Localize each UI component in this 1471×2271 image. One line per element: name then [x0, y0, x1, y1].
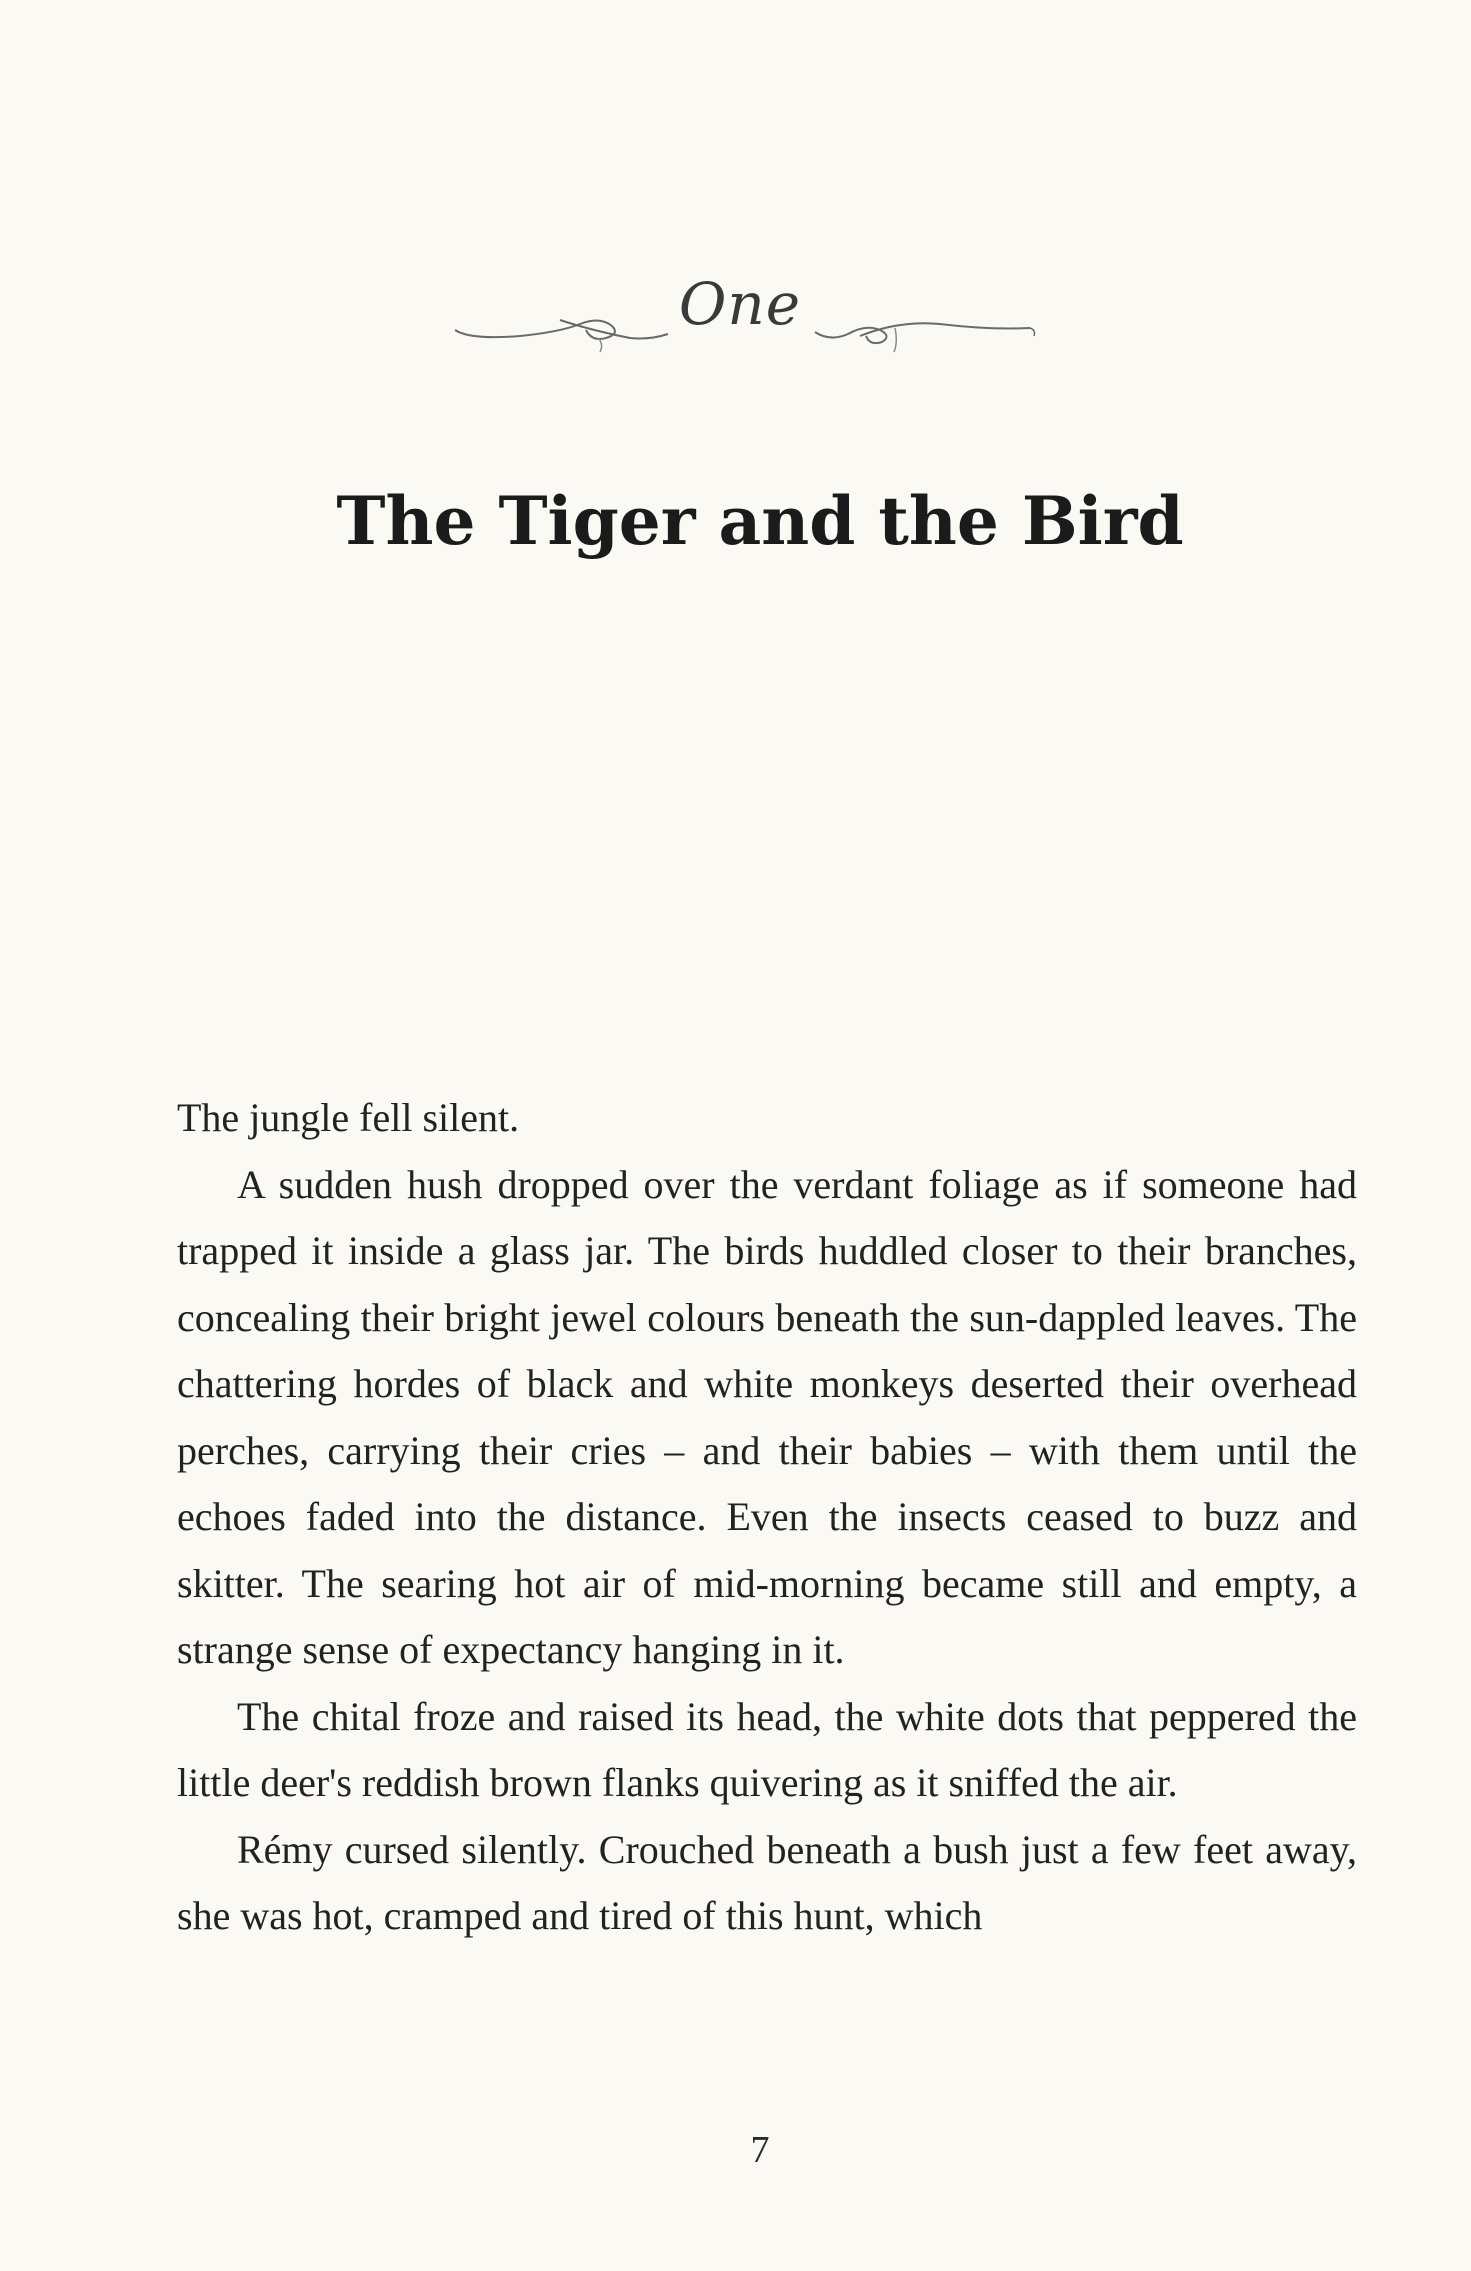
chapter-title: The Tiger and the Bird — [336, 482, 1184, 560]
paragraph-4: Rémy cursed silently. Crouched beneath a bush just a few feet away, she was hot, cramped and tired of this hunt, which — [177, 1826, 1357, 1938]
chapter-body — [177, 1085, 1357, 1950]
paragraph-1: The jungle fell silent. — [177, 1095, 520, 1140]
paragraph-3: The chital froze and raised its head, the white dots that peppered the little deer's reddish brown flanks quivering as it sniffed the air. — [177, 1693, 1357, 1805]
paragraph-2: A sudden hush dropped over the verdant foliage as if someone had trapped it inside a glass jar. The birds huddled closer to their branches, concealing their bright jewel colours beneath the sun-dappled leaves. The chattering hordes of black and white monkeys deserted their overhead perches, carrying their cries – and their babies – with them until the echoes faded into the distance. Even the insects ceased to buzz and skitter. The searing hot air of mid-morning became still and empty, a strange sense of expectancy hanging in it. — [177, 1161, 1357, 1672]
chapter-number: One — [678, 270, 802, 338]
chapter-ornament — [0, 260, 1471, 400]
page-number: 7 — [750, 2129, 770, 2171]
